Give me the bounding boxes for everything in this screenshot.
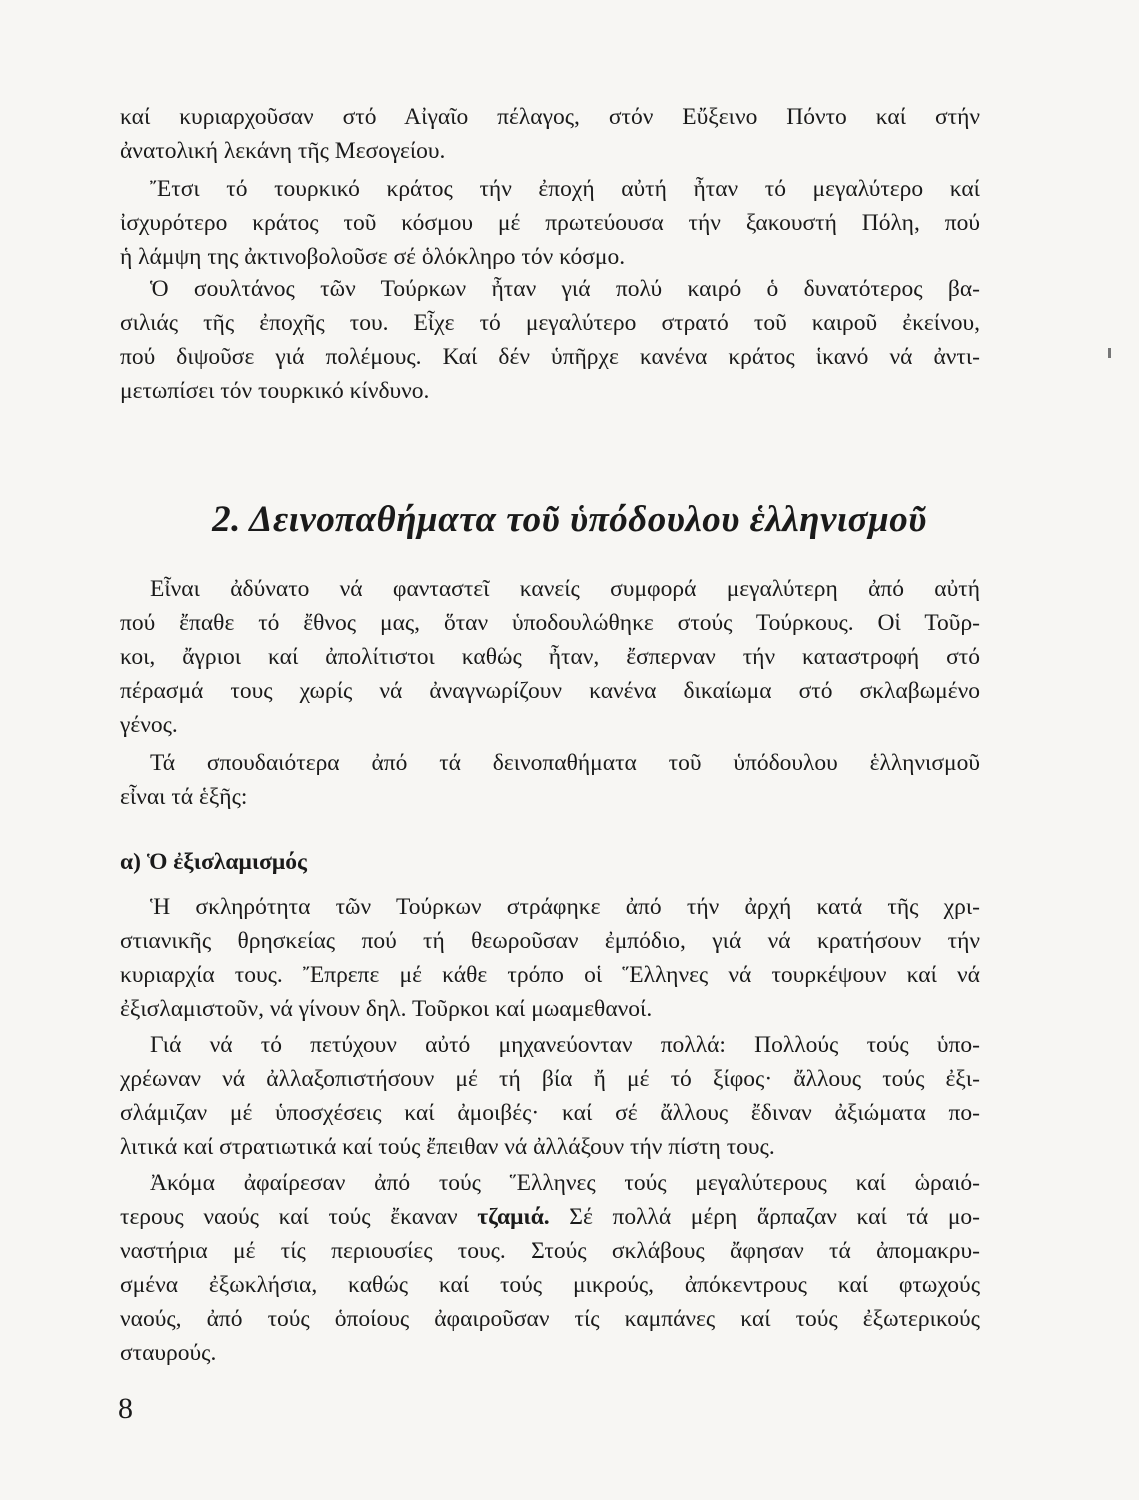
- text-line: γένος.: [120, 712, 178, 738]
- text-segment: Σέ πολλά μέρη ἅρπαζαν καί τά μο-: [549, 1204, 980, 1230]
- text-line: Τά σπουδαιότερα ἀπό τά δεινοπαθήματα τοῦ ὑπόδουλου ἑλληνισμοῦ: [150, 750, 980, 776]
- text-line: ἡ λάμψη της ἀκτινοβολοῦσε σέ ὁλόκληρο τόν κόσμο.: [120, 244, 626, 270]
- text-line: Εἶναι ἀδύνατο νά φανταστεῖ κανείς συμφορά μεγαλύτερη ἀπό αὐτή: [150, 576, 980, 602]
- text-line: στιανικῆς θρησκείας πού τή θεωροῦσαν ἐμπόδιο, γιά νά κρατήσουν τήν: [120, 928, 980, 954]
- paragraph-sklirotita: [120, 890, 980, 1026]
- text-line: εἶναι τά ἑξῆς:: [120, 784, 248, 810]
- text-line: χρέωναν νά ἀλλαξοπιστήσουν μέ τή βία ἤ μέ τό ξίφος· ἄλλους τούς ἐξι-: [120, 1066, 980, 1092]
- text-line: Ὁ σουλτάνος τῶν Τούρκων ἦταν γιά πολύ καιρό ὁ δυνατότερος βα-: [150, 276, 980, 302]
- subsection-heading-text: α) Ὁ ἐξισλαμισμός: [120, 849, 307, 875]
- paragraph-einai: [120, 572, 980, 742]
- section-title: 2. Δεινοπαθήματα τοῦ ὑπόδουλου ἑλληνισμοῦ: [212, 499, 927, 540]
- text-line: Γιά νά τό πετύχουν αὐτό μηχανεύονταν πολλά: Πολλούς τούς ὑπο-: [150, 1032, 980, 1058]
- text-line: μετωπίσει τόν τουρκικό κίνδυνο.: [120, 378, 430, 404]
- text-line: ἐξισλαμιστοῦν, νά γίνουν δηλ. Τοῦρκοι καί μωαμεθανοί.: [120, 996, 653, 1022]
- text-line: σταυρούς.: [120, 1340, 217, 1366]
- text-line: λιτικά καί στρατιωτικά καί τούς ἔπειθαν νά ἀλλάξουν τήν πίστη τους.: [120, 1134, 775, 1160]
- text-line: κυριαρχία τους. Ἔπρεπε μέ κάθε τρόπο οἱ Ἕλληνες νά τουρκέψουν καί νά: [120, 962, 980, 988]
- page-number: 8: [118, 1392, 133, 1425]
- text-line: ἀνατολική λεκάνη τῆς Μεσογείου.: [120, 138, 446, 164]
- text-line: Ἡ σκληρότητα τῶν Τούρκων στράφηκε ἀπό τήν ἀρχή κατά τῆς χρι-: [150, 894, 980, 920]
- text-line: κοι, ἄγριοι καί ἀπολίτιστοι καθώς ἦταν, ἔσπερναν τήν καταστροφή στό: [120, 644, 980, 670]
- text-line: Ἀκόμα ἀφαίρεσαν ἀπό τούς Ἕλληνες τούς μεγαλύτερους καί ὡραιό-: [150, 1170, 980, 1196]
- subsection-heading: [120, 845, 980, 879]
- text-line: σλάμιζαν μέ ὑποσχέσεις καί ἀμοιβές· καί σέ ἄλλους ἔδιναν ἀξιώματα πο-: [120, 1100, 980, 1126]
- paragraph-akoma: [120, 1166, 980, 1370]
- bold-term: τζαμιά.: [477, 1204, 550, 1230]
- paragraph-gia: [120, 1028, 980, 1164]
- text-line: πού ἔπαθε τό ἔθνος μας, ὅταν ὑποδουλώθηκε στούς Τούρκους. Οἱ Τοῦρ-: [120, 610, 980, 636]
- text-line: σιλιάς τῆς ἐποχῆς του. Εἶχε τό μεγαλύτερο στρατό τοῦ καιροῦ ἐκείνου,: [120, 310, 980, 336]
- text-segment: τερους ναούς καί τούς ἔκαναν: [120, 1204, 478, 1230]
- intro-paragraph: [120, 100, 980, 168]
- paragraph-soultanos: [120, 272, 980, 408]
- text-line: πού διψοῦσε γιά πολέμους. Καί δέν ὑπῆρχε κανένα κράτος ἱκανό νά ἀντι-: [120, 344, 980, 370]
- text-line: [120, 1200, 980, 1234]
- paragraph-etsi: [120, 172, 980, 274]
- text-line: σμένα ἐξωκλήσια, καθώς καί τούς μικρούς, ἀπόκεντρους καί φτωχούς: [120, 1272, 980, 1298]
- margin-speck: [1108, 348, 1111, 358]
- text-line: ναστήρια μέ τίς περιουσίες τους. Στούς σκλάβους ἄφησαν τά ἀπομακρυ-: [120, 1238, 980, 1264]
- text-line: Ἔτσι τό τουρκικό κράτος τήν ἐποχή αὐτή ἦταν τό μεγαλύτερο καί: [150, 176, 980, 202]
- text-line: ἰσχυρότερο κράτος τοῦ κόσμου μέ πρωτεύουσα τήν ξακουστή Πόλη, πού: [120, 210, 980, 236]
- text-line: καί κυριαρχοῦσαν στό Αἰγαῖο πέλαγος, στόν Εὔξεινο Πόντο καί στήν: [120, 104, 980, 130]
- text-line: πέρασμά τους χωρίς νά ἀναγνωρίζουν κανένα δικαίωμα στό σκλαβωμένο: [120, 678, 980, 704]
- text-line: ναούς, ἀπό τούς ὁποίους ἀφαιροῦσαν τίς καμπάνες καί τούς ἐξωτερικούς: [120, 1306, 980, 1332]
- paragraph-ta-spoudaiotera: [120, 746, 980, 814]
